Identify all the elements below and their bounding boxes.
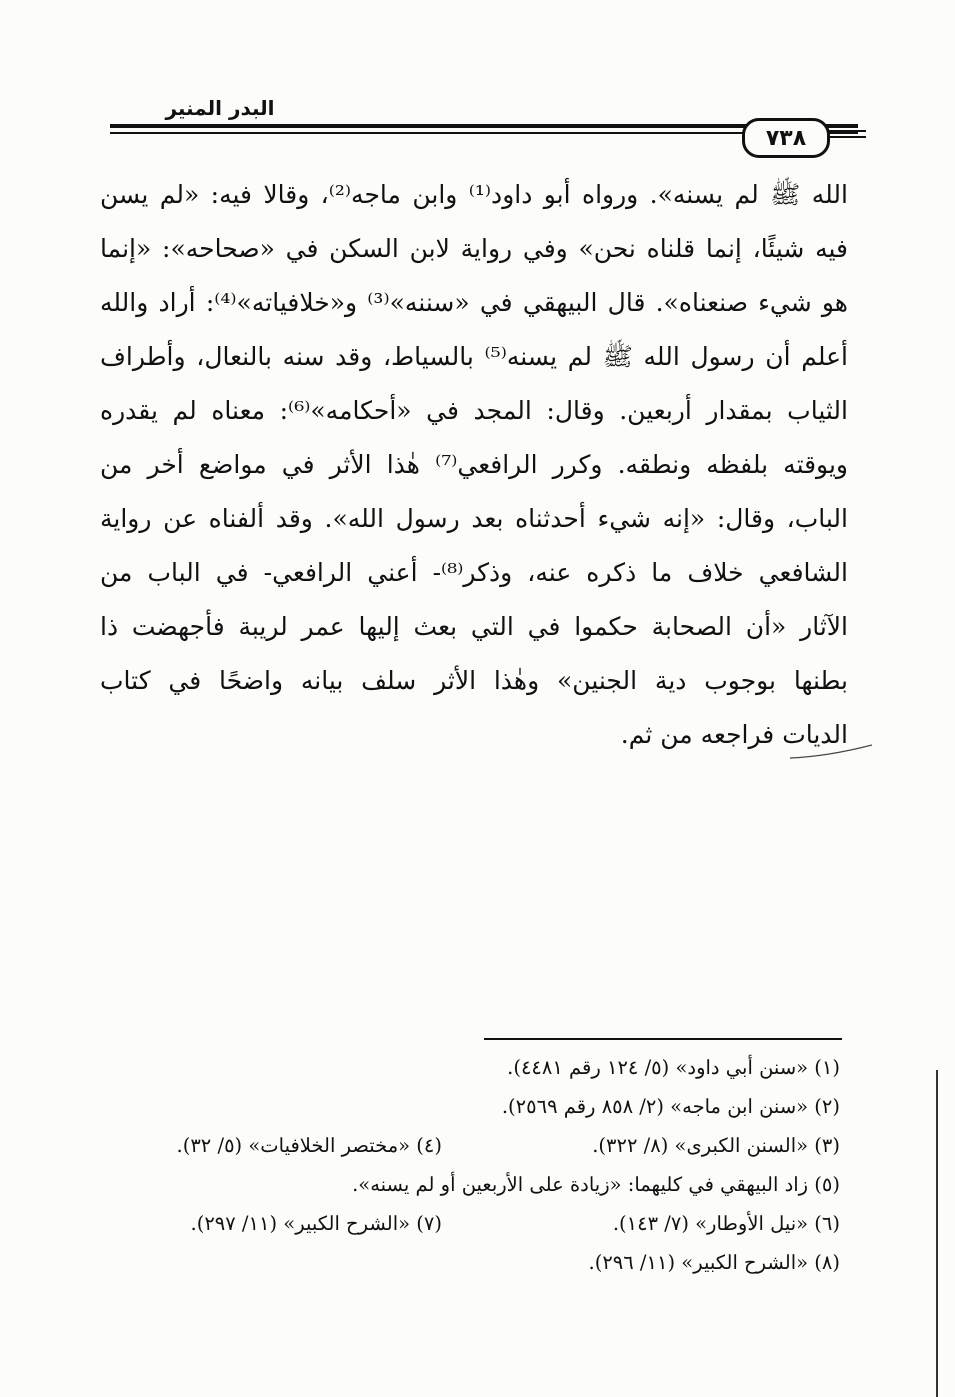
footnote-6: (٦) «نيل الأوطار» (٧/ ١٤٣). [612,1212,840,1235]
footnote-row [120,1243,840,1282]
footnote-row [120,1126,840,1165]
main-text [100,168,848,762]
text-line: الثياب بمقدار أربعين. وقال: المجد في «أحكامه»⁽⁶⁾: معناه لم يقدره [100,396,848,425]
footnote-row [120,1048,840,1087]
running-title: البدر المنير [165,96,275,120]
footnote-row [120,1204,840,1243]
page-number [742,118,830,158]
text-line: الشافعي خلاف ما ذكره عنه، وذكر⁽⁸⁾- أعني الرافعي- في الباب من [100,558,848,587]
footnote-5: (٥) زاد البيهقي في كليهما: «زيادة على الأربعين أو لم يسنه». [352,1173,840,1196]
text-line: هو شيء صنعناه». قال البيهقي في «سننه»⁽³⁾ و«خلافياته»⁽⁴⁾: أراد والله [100,288,848,317]
text-line: الآثار «أن الصحابة حكموا في التي بعث إليها عمر لريبة فأجهضت ذا [100,612,848,641]
footnote-7: (٧) «الشرح الكبير» (١١/ ٢٩٧). [190,1212,442,1235]
footnote-1: (١) «سنن أبي داود» (٥/ ١٢٤ رقم ٤٤٨١). [507,1056,840,1079]
text-line: الديات فراجعه من ثم. [620,720,848,749]
footnote-8: (٨) «الشرح الكبير» (١١/ ٢٩٦). [588,1251,840,1274]
page-number-text: ٧٣٨ [765,125,807,151]
text-line: الله ﷺ لم يسنه». ورواه أبو داود⁽¹⁾ وابن ماجه⁽²⁾، وقالا فيه: «لم يسن [100,180,848,209]
text-line: فيه شيئًا، إنما قلناه نحن» وفي رواية لابن السكن في «صحاحه»: «إنما [100,234,848,263]
footnote-separator [484,1038,842,1040]
footnote-4: (٤) «مختصر الخلافيات» (٥/ ٣٢). [176,1134,442,1157]
text-line: أعلم أن رسول الله ﷺ لم يسنه⁽⁵⁾ بالسياط، وقد سنه بالنعال، وأطراف [100,342,848,371]
footnote-3: (٣) «السنن الكبرى» (٨/ ٣٢٢). [592,1134,840,1157]
pen-stroke-mark [790,744,872,760]
text-line: ويوقته بلفظه ونطقه. وكرر الرافعي⁽⁷⁾ هٰذا الأثر في مواضع أخر من [100,450,849,479]
text-line: بطنها بوجوب دية الجنين» وهٰذا الأثر سلف بيانه واضحًا في كتاب [100,666,848,695]
footnotes [120,1048,840,1282]
footnote-2: (٢) «سنن ابن ماجه» (٢/ ٨٥٨ رقم ٢٥٦٩). [501,1095,840,1118]
footnote-row [120,1165,840,1204]
text-line: الباب، وقال: «إنه شيء أحدثناه بعد رسول الله». وقد ألفناه عن رواية [100,504,848,533]
scan-edge-line [936,1070,938,1397]
footnote-row [120,1087,840,1126]
